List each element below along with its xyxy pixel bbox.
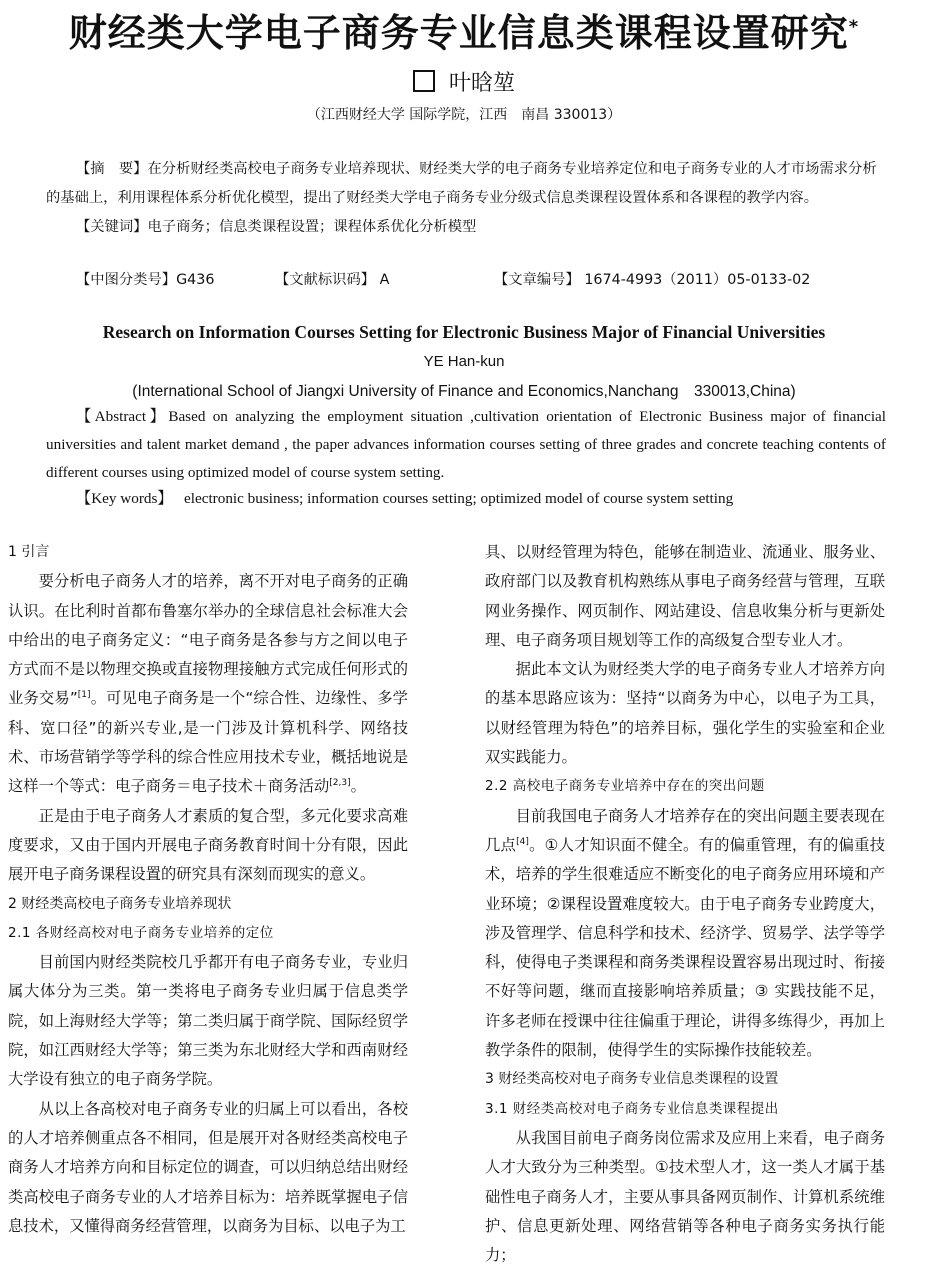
english-title: Research on Information Courses Setting for Electronic Business Major of Financial Universities: [102, 322, 826, 342]
body-column-right: [485, 538, 885, 1270]
section-heading-1: 1 引言: [8, 544, 50, 560]
english-author: YE Han-kun: [423, 353, 505, 370]
section-heading-2: 2 财经类高校电子商务专业培养现状: [8, 895, 232, 912]
cn-keywords: [46, 213, 886, 242]
citation-4: [4]: [516, 836, 529, 847]
english-keywords: 【Key words】 electronic business; information courses setting; optimized model of course system setting: [76, 490, 734, 507]
paragraph-affiliation-types: 目前国内财经类院校几乎都开有电子商务专业，专业归属大体分为三类。第一类将电子商务专业归属于信息类学院，如上海财经大学等；第二类归属于商学院、国际经贸学院，如江西财经大学等；第三类为东北财经大学和西南财经大学设有独立的电子商务学院。: [8, 953, 408, 1089]
affiliation: （江西财经大学 国际学院，江西 南昌 330013）: [306, 107, 622, 123]
citation-2-3: [2,3]: [329, 778, 351, 789]
paragraph-talent-types: 从我国目前电子商务岗位需求及应用上来看，电子商务人才大致分为三种类型。①技术型人才，这一类人才属于基础性电子商务人才，主要从事具备网页制作、计算机系统维护、信息更新处理、网络营销等各种电子商务实务执行能力；: [485, 1128, 885, 1265]
cn-abstract-text: 在分析财经类高校电子商务专业培养现状、财经类大学的电子商务专业培养定位和电子商务专业的人才市场需求分析的基础上，利用课程体系分析优化模型，提出了财经类大学电子商务专业分级式信息类课程设置体系和各课程的教学内容。: [46, 161, 877, 206]
english-affiliation: (International School of Jiangxi University of Finance and Economics,Nanchang 330013,China): [132, 383, 796, 400]
paragraph-direction: 据此本文认为财经类大学的电子商务专业人才培养方向的基本思路应该为：坚持“以商务为中心，以电子为工具，以财经管理为特色”的培养目标，强化学生的实验室和企业双实践能力。: [485, 660, 885, 767]
paragraph-training-goals-cont: 具、以财经管理为特色，能够在制造业、流通业、服务业、政府部门以及教育机构熟练从事电子商务经营与管理，互联网业务操作、网页制作、网站建设、信息收集分析与更新处理、电子商务项目规划等工作的高级复合型专业人才。: [485, 543, 885, 649]
section-heading-3-1: 3.1 财经类高校对电子商务专业信息类课程提出: [485, 1100, 779, 1117]
cn-abstract: [46, 155, 886, 213]
section-heading-2-2: 2.2 高校电子商务专业培养中存在的突出问题: [485, 778, 765, 795]
paragraph-training-goals: 从以上各高校对电子商务专业的归属上可以看出，各校的人才培养侧重点各不相同，但是展开对各财经类高校电子商务人才培养方向和目标定位的调查，可以归纳总结出财经类高校电子商务专业的人才培养目标为：培养既掌握电子信息技术，又懂得商务经营管理，以商务为目标、以电子为工: [8, 1099, 408, 1235]
cn-abstract-label: 【摘 要】: [76, 161, 148, 177]
paragraph-problems: 目前我国电子商务人才培养存在的突出问题主要表现在几点[4]。①人才知识面不健全。有的偏重管理，有的偏重技术，培养的学生很难适应不断变化的电子商务应用环境和产业环境；②课程设置难度较大。由于电子商务专业跨度大，涉及管理学、信息科学和技术、经济学、贸易学、法学等学科，使得电子类课程和商务类课程设置容易出现过时、衔接不好等问题，继而直接影响培养质量；③ 实践技能不足，许多老师在授课中往往偏重于理论，讲得多练得少，再加上教学条件的限制，使得学生的实际操作技能较差。: [485, 806, 885, 1060]
cn-keywords-text: 电子商务；信息类课程设置；课程体系优化分析模型: [147, 219, 477, 235]
paragraph-intro: 要分析电子商务人才的培养，离不开对电子商务的正确认识。在比利时首都布鲁塞尔举办的全球信息社会标准大会中给出的电子商务定义：“电子商务是各参与方之间以电子方式而不是以物理交换或直接物理接触方式完成任何形式的业务交易”[1]。可见电子商务是一个“综合性、边缘性、多学科、宽口径”的新兴专业,是一门涉及计算机科学、网络技术、市场营销学等学科的综合性应用技术专业，概括地说是这样一个等式：电子商务＝电子技术＋商务活动[2,3]。: [8, 572, 408, 796]
article-number: 【文章编号】 1674-4993（2011）05-0133-02: [494, 272, 811, 288]
author-box-icon: [413, 70, 435, 92]
author-line: [0, 66, 928, 97]
cn-abstract-block: [46, 155, 886, 242]
section-heading-2-1: 2.1 各财经高校对电子商务专业培养的定位: [8, 924, 274, 941]
english-abstract-label: 【Abstract】: [76, 408, 169, 425]
section-heading-3: 3 财经类高校对电子商务专业信息类课程的设置: [485, 1071, 779, 1088]
paper-title: 财经类大学电子商务专业信息类课程设置研究*: [68, 11, 860, 55]
english-abstract-text: Based on analyzing the employment situation ,cultivation orientation of Electronic Business major of financial universities and talent market demand , the paper advances information courses setting of three grades and concrete teaching contents of different courses using optimized model of course system setting.: [46, 408, 886, 481]
body-column-left: [8, 538, 408, 1241]
title-footnote-mark: *: [848, 16, 860, 38]
paragraph-significance: 正是由于电子商务人才素质的复合型，多元化要求高难度要求，又由于国内开展电子商务教育时间十分有限，因此展开电子商务课程设置的研究具有深刻而现实的意义。: [8, 806, 408, 884]
author-name: 叶晗堃: [448, 71, 515, 96]
clc-code: 【中图分类号】G436: [76, 272, 215, 288]
document-code: 【文献标识码】 A: [275, 272, 390, 288]
cn-keywords-label: 【关键词】: [76, 219, 148, 235]
citation-1: [1]: [77, 690, 91, 701]
english-abstract: [46, 403, 886, 487]
